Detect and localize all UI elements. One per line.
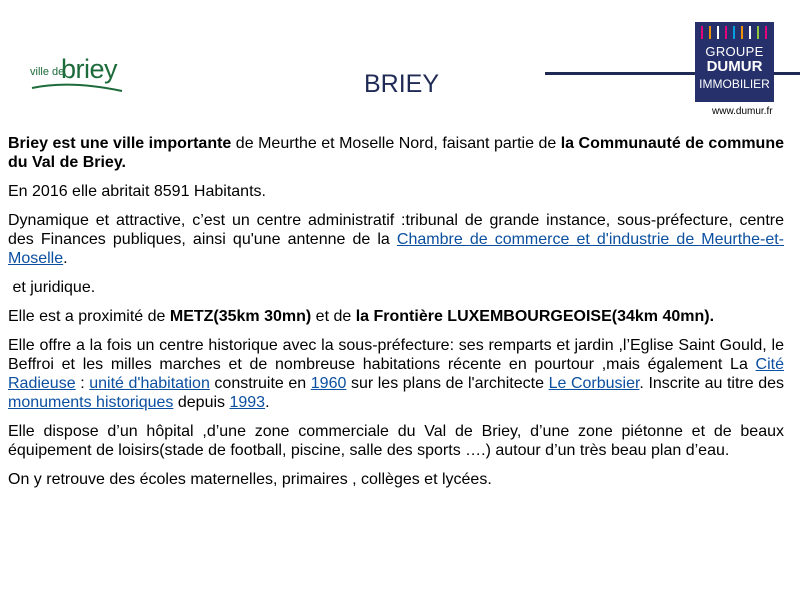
dumur-url[interactable]: www.dumur.fr [712,106,773,117]
bold-text: la Communauté de commune du Val de Briey. [8,135,784,171]
paragraph-facilities: Elle dispose d’un hôpital ,d’une zone commerciale du Val de Briey, d’une zone piétonne et de beaux équipement de loisirs(stade de football, piscine, salle des sports ….) autour d’un très beau plan d’eau. [8,423,784,459]
logo-swoosh-icon [30,58,130,100]
paragraph-juridique: et juridique. [8,279,96,296]
page-title: BRIEY [364,70,440,98]
link-1993[interactable]: 1993 [229,394,266,411]
text: . [265,394,270,411]
paragraph-heritage [8,336,784,412]
paragraph-proximity [8,307,784,326]
text: construite en [209,375,311,392]
logo-line-immobilier: IMMOBILIER [699,77,770,91]
bold-text: METZ(35km 30mn) [169,308,312,325]
logo-big-text: briey [61,54,118,84]
link-unite-habitation[interactable]: unité d'habitation [89,375,210,392]
text: . [63,250,68,267]
text: Dynamique et attractive, c’est un centre administratif :tribunal de grande instance, sous-préfecture, centre des Finances publiques, ainsi qu'une antenne de la [8,212,784,248]
text: depuis [173,394,230,411]
logo-small-text: ville de [30,66,65,78]
text: Elle est a proximité de [8,308,170,325]
link-chambre-commerce[interactable]: Chambre de commerce et d'industrie de Meurthe-et-Moselle [8,231,785,267]
text: Elle offre a la fois un centre historique avec la sous-préfecture: ses remparts et jardin ,l’Eglise Saint Gould, le Beffroi et les milles marches et de nombreuse habitations récente en pourtour ,mais également La [8,337,784,373]
logo-line-groupe: GROUPE [705,44,764,59]
paragraph-schools: On y retrouve des écoles maternelles, primaires , collèges et lycées. [8,471,492,488]
ville-de-briey-logo [30,54,130,100]
link-cite-radieuse[interactable]: Cité Radieuse [8,356,784,392]
link-1960[interactable]: 1960 [310,375,347,392]
groupe-dumur-logo [695,22,774,102]
logo-color-bars-icon [699,26,770,39]
text: : [75,375,90,392]
header-rule-right [774,72,800,75]
content-body [8,134,784,499]
text: . Inscrite au titre des [639,375,785,392]
paragraph-administration [8,211,784,268]
link-le-corbusier[interactable]: Le Corbusier [548,375,640,392]
text: de Meurthe et Moselle Nord, faisant partie de [231,135,561,152]
bold-text: Briey est une ville importante [8,135,232,152]
link-monuments-historiques[interactable]: monuments historiques [8,394,174,411]
header-rule [545,72,695,75]
text: et de [311,308,356,325]
bold-text: la Frontière LUXEMBOURGEOISE(34km 40mn). [355,308,715,325]
paragraph-intro [8,134,784,172]
paragraph-population: En 2016 elle abritait 8591 Habitants. [8,183,266,200]
text: sur les plans de l'architecte [346,375,549,392]
logo-line-dumur: DUMUR [706,58,763,75]
